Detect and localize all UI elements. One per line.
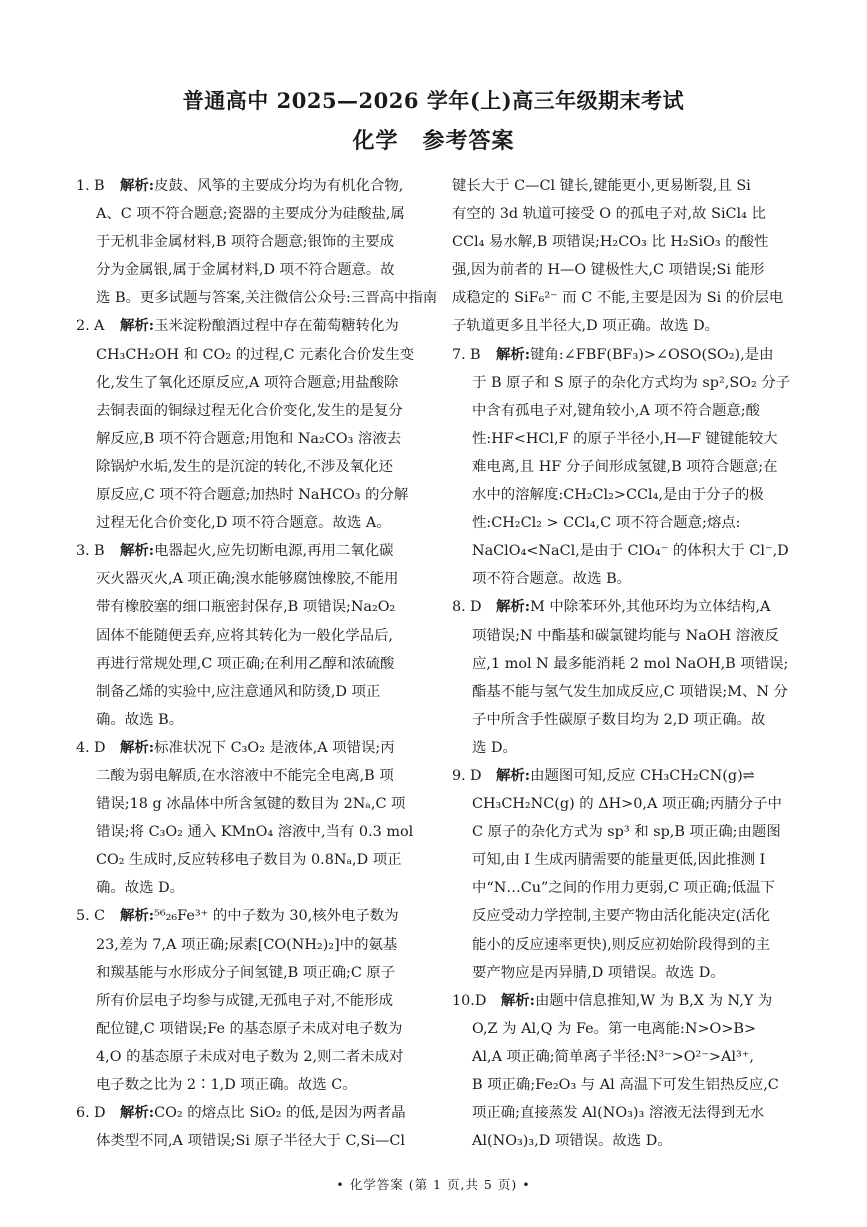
- answer-item: [76, 734, 448, 903]
- analysis-text-line: CH₃CH₂OH 和 CO₂ 的过程,C 元素化合价发生变: [96, 346, 415, 363]
- answer-choice: D: [94, 739, 106, 756]
- answer-choice: B: [94, 178, 105, 194]
- analysis-text-line: 反应受动力学控制,主要产物由活化能决定(活化: [472, 908, 771, 925]
- analysis-text-line: CCl₄ 易水解,B 项错误;H₂CO₃ 比 H₂SiO₃ 的酸性: [452, 234, 769, 251]
- analysis-text-line: 化,发生了氧化还原反应,A 项符合题意;用盐酸除: [96, 374, 399, 391]
- answer-key-label: 参考答案: [422, 128, 515, 154]
- analysis-text-line: 再进行常规处理,C 项正确;在利用乙醇和浓硫酸: [96, 655, 395, 672]
- analysis-text-line: A、C 项不符合题意;瓷器的主要成分为硅酸盐,属: [96, 206, 405, 223]
- analysis-text-line: 子中所含手性碳原子数目均为 2,D 项正确。故: [472, 711, 766, 728]
- analysis-text-line: 能小的反应速率更快),则反应初始阶段得到的主: [472, 936, 771, 953]
- answer-item-first-line: [452, 341, 824, 369]
- answer-choice: D: [474, 992, 487, 1009]
- analysis-text: 标准状况下 C₃O₂ 是液体,A 项错误;丙: [154, 739, 395, 756]
- analysis-text-line: 中含有孤电子对,键角较小,A 项不符合题意;酸: [472, 402, 760, 419]
- question-number: 9.: [452, 767, 466, 784]
- page-subtitle: [0, 124, 867, 155]
- analysis-label: 解析:: [500, 991, 535, 1009]
- question-number: 3.: [76, 543, 90, 560]
- page-title: 普通高中 2025—2026 学年(上)高三年级期末考试: [182, 88, 685, 113]
- question-number: 7.: [452, 346, 466, 363]
- analysis-text-line: 体类型不同,A 项错误;Si 原子半径大于 C,Si—Cl: [96, 1133, 406, 1150]
- analysis-text: ⁵⁶₂₆Fe³⁺ 的中子数为 30,核外电子数为: [154, 908, 399, 925]
- analysis-text-line: 选 B。更多试题与答案,关注微信公众号:三晋高中指南: [96, 290, 438, 307]
- analysis-text: 由题中信息推知,W 为 B,X 为 N,Y 为: [534, 992, 773, 1009]
- analysis-text-line: 酯基不能与氢气发生加成反应,C 项错误;M、N 分: [472, 683, 788, 700]
- analysis-text-line: Al,A 项正确;简单离子半径:N³⁻>O²⁻>Al³⁺,: [472, 1048, 754, 1065]
- analysis-text-line: 强,因为前者的 H—O 键极性大,C 项错误;Si 能形: [452, 262, 765, 279]
- analysis-label: 解析:: [496, 345, 531, 363]
- answer-item: [452, 987, 824, 1156]
- analysis-text-line: 项不符合题意。故选 B。: [472, 571, 632, 588]
- answer-item: [452, 341, 824, 594]
- analysis-text-line: 水中的溶解度:CH₂Cl₂>CCl₄,是由于分子的极: [472, 487, 764, 504]
- answer-item: [76, 312, 448, 537]
- analysis-text-line: O,Z 为 Al,Q 为 Fe。第一电离能:N>O>B>: [472, 1020, 757, 1037]
- question-number: 6.: [76, 1105, 90, 1122]
- analysis-text-line: 去铜表面的铜绿过程无化合价变化,发生的是复分: [96, 402, 403, 419]
- analysis-text-line: 二酸为弱电解质,在水溶液中不能完全电离,B 项: [96, 767, 394, 784]
- analysis-text: 键角:∠FBF(BF₃)>∠OSO(SO₂),是由: [530, 346, 774, 363]
- analysis-text-line: 所有价层电子均参与成键,无孤电子对,不能形成: [96, 992, 393, 1009]
- answer-item-first-line: [76, 537, 448, 565]
- subject-label: 化学: [352, 128, 399, 154]
- answer-item: [76, 537, 448, 734]
- analysis-text-line: 确。故选 D。: [96, 880, 185, 897]
- right-column: [452, 172, 824, 1155]
- analysis-label: 解析:: [496, 598, 531, 616]
- answer-item-first-line: [452, 987, 824, 1015]
- answer-choice: B: [94, 543, 105, 560]
- page-footer: • 化学答案 (第 1 页,共 5 页) •: [336, 1177, 531, 1192]
- analysis-text-line: 成稳定的 SiF₆²⁻ 而 C 不能,主要是因为 Si 的价层电: [452, 290, 784, 307]
- answer-item-first-line: [76, 902, 448, 930]
- analysis-label: 解析:: [120, 1104, 155, 1122]
- analysis-text-line: 4,O 的基态原子未成对电子数为 2,则二者未成对: [96, 1048, 404, 1065]
- analysis-label: 解析:: [496, 766, 531, 784]
- analysis-text-line: 键长大于 C—Cl 键长,键能更小,更易断裂,且 Si: [452, 178, 751, 194]
- analysis-text: M 中除苯环外,其他环均为立体结构,A: [530, 599, 771, 616]
- answer-item: [76, 1099, 448, 1155]
- analysis-text-line: 配位键,C 项错误;Fe 的基态原子未成对电子数为: [96, 1020, 403, 1037]
- answer-item: [452, 593, 824, 762]
- analysis-text-line: 固体不能随便丢弃,应将其转化为一般化学品后,: [96, 627, 393, 644]
- answer-item-first-line: [76, 172, 448, 200]
- answer-choice: D: [470, 599, 482, 616]
- analysis-text-line: 灭火器灭火,A 项正确;溴水能够腐蚀橡胶,不能用: [96, 571, 399, 588]
- analysis-text-line: 中“N…Cu”之间的作用力更弱,C 项正确;低温下: [472, 880, 775, 897]
- answer-choice: B: [470, 346, 481, 363]
- analysis-text-line: 带有橡胶塞的细口瓶密封保存,B 项错误;Na₂O₂: [96, 599, 396, 616]
- question-number: 1.: [76, 178, 90, 194]
- analysis-text-line: 和羰基能与水形成分子间氢键,B 项正确;C 原子: [96, 964, 396, 981]
- answer-item-first-line: [452, 762, 824, 790]
- analysis-text-line: 电子数之比为 2∶1,D 项正确。故选 C。: [96, 1077, 357, 1093]
- analysis-text-line: 选 D。: [472, 739, 517, 756]
- analysis-text-line: 要产物应是丙异腈,D 项错误。故选 D。: [472, 964, 725, 981]
- analysis-text-line: 项错误;N 中酯基和碳氯键均能与 NaOH 溶液反: [472, 627, 779, 644]
- answer-item: [452, 172, 824, 341]
- answer-item-first-line: [76, 1099, 448, 1127]
- answer-choice: A: [94, 318, 105, 335]
- analysis-text-line: B 项正确;Fe₂O₃ 与 Al 高温下可发生铝热反应,C: [472, 1077, 779, 1093]
- analysis-text-line: 错误;将 C₃O₂ 通入 KMnO₄ 溶液中,当有 0.3 mol: [96, 824, 414, 841]
- answer-item: [76, 902, 448, 1099]
- analysis-text-line: 解反应,B 项不符合题意;用饱和 Na₂CO₃ 溶液去: [96, 430, 402, 447]
- analysis-text-line: 确。故选 B。: [96, 711, 184, 728]
- analysis-text: 由题图可知,反应 CH₃CH₂CN(g)⇌: [530, 767, 755, 784]
- question-number: 5.: [76, 908, 90, 925]
- answer-choice: D: [470, 767, 482, 784]
- answer-item-first-line: [76, 734, 448, 762]
- analysis-text-line: 过程无化合价变化,D 项不符合题意。故选 A。: [96, 515, 391, 532]
- analysis-text-line: 项正确;直接蒸发 Al(NO₃)₃ 溶液无法得到无水: [472, 1105, 765, 1122]
- answer-item-first-line: [452, 593, 824, 621]
- analysis-text: CO₂ 的熔点比 SiO₂ 的低,是因为两者晶: [154, 1105, 406, 1122]
- analysis-text-line: NaClO₄<NaCl,是由于 ClO₄⁻ 的体积大于 Cl⁻,D: [472, 543, 789, 560]
- analysis-text-line: C 原子的杂化方式为 sp³ 和 sp,B 项正确;由题图: [472, 824, 781, 841]
- question-number: 4.: [76, 739, 90, 756]
- question-number: 10.: [452, 992, 475, 1009]
- analysis-text: 电器起火,应先切断电源,再用二氧化碳: [154, 543, 394, 560]
- analysis-label: 解析:: [120, 317, 155, 335]
- analysis-text-line: 于无机非金属材料,B 项符合题意;银饰的主要成: [96, 234, 394, 251]
- analysis-text-line: 性:CH₂Cl₂ > CCl₄,C 项不符合题意;熔点:: [472, 515, 741, 532]
- analysis-text: 玉米淀粉酿酒过程中存在葡萄糖转化为: [154, 318, 399, 335]
- analysis-text-line: 23,差为 7,A 项正确;尿素[CO(NH₂)₂]中的氨基: [96, 936, 398, 953]
- answer-choice: D: [94, 1105, 106, 1122]
- analysis-text-line: 制备乙烯的实验中,应注意通风和防烫,D 项正: [96, 683, 381, 700]
- analysis-label: 解析:: [120, 177, 155, 194]
- answer-choice: C: [94, 908, 106, 925]
- answer-item-first-line: [76, 312, 448, 340]
- analysis-text-line: 性:HF<HCl,F 的原子半径小,H—F 键键能较大: [472, 430, 778, 447]
- answer-item: [452, 762, 824, 987]
- analysis-text-line: 应,1 mol N 最多能消耗 2 mol NaOH,B 项错误;: [472, 655, 789, 672]
- analysis-label: 解析:: [120, 542, 155, 560]
- analysis-text-line: 分为金属银,属于金属材料,D 项不符合题意。故: [96, 262, 395, 279]
- analysis-text: 皮鼓、风筝的主要成分均为有机化合物,: [154, 178, 404, 194]
- analysis-label: 解析:: [120, 738, 155, 756]
- analysis-text-line: 错误;18 g 冰晶体中所含氢键的数目为 2Nₐ,C 项: [96, 796, 406, 813]
- question-number: 2.: [76, 318, 90, 335]
- analysis-text-line: 子轨道更多且半径大,D 项正确。故选 D。: [452, 318, 720, 335]
- question-number: 8.: [452, 599, 466, 616]
- left-column: [76, 172, 448, 1155]
- analysis-text-line: CH₃CH₂NC(g) 的 ΔH>0,A 项正确;丙腈分子中: [472, 796, 782, 813]
- analysis-text-line: CO₂ 生成时,反应转移电子数目为 0.8Nₐ,D 项正: [96, 852, 402, 869]
- analysis-text-line: 难电离,且 HF 分子间形成氢键,B 项符合题意;在: [472, 458, 778, 475]
- analysis-text-line: 除锅炉水垢,发生的是沉淀的转化,不涉及氧化还: [96, 458, 393, 475]
- analysis-label: 解析:: [120, 907, 155, 925]
- analysis-text-line: 于 B 原子和 S 原子的杂化方式均为 sp²,SO₂ 分子: [472, 374, 791, 391]
- analysis-text-line: 有空的 3d 轨道可接受 O 的孤电子对,故 SiCl₄ 比: [452, 206, 766, 223]
- analysis-text-line: Al(NO₃)₃,D 项错误。故选 D。: [472, 1133, 672, 1150]
- analysis-text-line: 原反应,C 项不符合题意;加热时 NaHCO₃ 的分解: [96, 487, 409, 504]
- analysis-text-line: 可知,由 Ⅰ 生成丙腈需要的能量更低,因此推测 Ⅰ: [472, 852, 766, 869]
- answer-item: [76, 172, 448, 312]
